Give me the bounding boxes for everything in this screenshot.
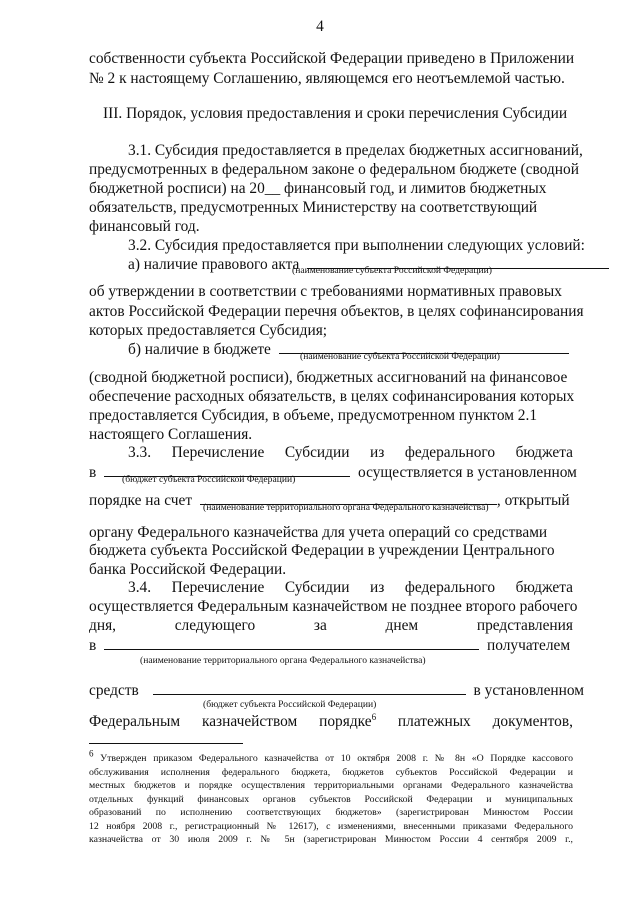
text-line: финансовый год. (89, 218, 200, 235)
footnote-text: Утвержден приказом Федерального казначейства от 10 октября 2008 г. № 8н «О Порядке кассового (93, 753, 573, 764)
footnote-line (89, 748, 573, 766)
text-line: обязательств, предусмотренных Министерству на соответствующий (89, 199, 538, 216)
word: документов, (492, 713, 573, 730)
text-fragment: , открытый (496, 492, 570, 509)
word: бюджета (515, 444, 573, 461)
footnote-line: обслуживания исполнения федерального бюджета, бюджетов субъектов Российской Федерации и (89, 766, 573, 778)
text-fragment: в (89, 637, 97, 654)
word: днем (385, 617, 419, 634)
text-fragment: в установленном (473, 682, 585, 699)
footnote-line: образований по исполнению соответствующих бюджетов» (зарегистрирован Минюстом России (89, 807, 573, 818)
text-line: № 2 к настоящему Соглашению, являющемся его неотъемлемой частью. (89, 70, 565, 87)
text-line: 3.1. Субсидия предоставляется в пределах бюджетных ассигнований, (128, 142, 583, 159)
word: Субсидии (284, 579, 350, 596)
text-line: собственности субъекта Российской Федерации приведено в Приложении (89, 50, 575, 67)
word: представления (476, 617, 573, 634)
footnote-mark: 6 (371, 711, 377, 722)
text-line (89, 681, 585, 700)
field-hint: (наименование территориального органа Федерального казначейства) (203, 502, 489, 513)
text-line: обеспечение расходных обязательств, в целях софинансирования которых (89, 388, 575, 405)
word: 3.3. (128, 444, 152, 461)
word: дня, (89, 617, 116, 634)
text-line: настоящего Соглашения. (89, 426, 253, 443)
text-fragment: получателем (487, 637, 571, 654)
text-line: органу Федерального казначейства для учета операций со средствами (89, 524, 548, 541)
blank-line (153, 681, 466, 695)
text-line: актов Российской Федерации перечня объектов, в целях софинансирования (89, 303, 584, 320)
word: за (313, 617, 327, 634)
word: федерального (404, 444, 496, 461)
text-line: предоставляется Субсидия, в объеме, предусмотренном пунктом 2.1 (89, 407, 538, 424)
text-line: об утверждении в соответствии с требованиями нормативных правовых (89, 283, 562, 300)
word: Перечисление (171, 579, 265, 596)
field-hint: (бюджет субъекта Российской Федерации) (203, 699, 377, 710)
section-heading: III. Порядок, условия предоставления и сроки перечисления Субсидии (103, 105, 568, 122)
text-line: (сводной бюджетной росписи), бюджетных ассигнований на финансовое (89, 369, 568, 386)
word: платежных (397, 713, 471, 730)
word: бюджета (515, 579, 573, 596)
footnote-line: отдельных функций финансовых органов субъектов Российской Федерации и муниципальных (89, 793, 573, 805)
text-line: банка Российской Федерации. (89, 561, 287, 578)
field-hint: (бюджет субъекта Российской Федерации) (122, 474, 296, 485)
word: 3.4. (128, 579, 152, 596)
field-hint: (наименование субъекта Российской Федерации) (292, 265, 492, 276)
footnote-separator (89, 743, 243, 744)
text-fragment: б) наличие в бюджете (128, 341, 271, 358)
word: федерального (404, 579, 496, 596)
text-fragment: а) наличие правового акта (128, 256, 300, 273)
text-fragment: порядке на счет (89, 492, 193, 509)
text-line: осуществляется Федеральным казначейством не позднее второго рабочего (89, 598, 578, 615)
text-line-justified (128, 579, 573, 597)
text-fragment: в (89, 464, 97, 481)
text-line: бюджетной росписи) на 20__ финансовый год, и лимитов бюджетных (89, 180, 547, 197)
field-hint: (наименование субъекта Российской Федерации) (300, 351, 500, 362)
text-line: предусмотренных в федеральном законе о федеральном бюджете (сводной (89, 161, 579, 178)
text-line-justified (89, 617, 573, 635)
page-number: 4 (316, 18, 324, 35)
text-fragment: осуществляется в установленном (358, 464, 577, 481)
word: Субсидии (284, 444, 350, 461)
text-line: которых предоставляется Субсидия; (89, 322, 328, 339)
footnote-mark: 6 (89, 748, 94, 759)
blank-line (104, 636, 479, 650)
footnote-line: 12 ноября 2008 г., регистрационный № 12617), с изменениями, внесенными приказами Федерального (89, 820, 573, 832)
word: следующего (174, 617, 256, 634)
footnote-line: местных бюджетов и порядке осуществления территориальными органами Федерального казначейства (89, 780, 573, 791)
text-line-justified (128, 444, 573, 462)
word: из (369, 579, 385, 596)
word: Федеральным (89, 713, 181, 730)
field-hint: (наименование территориального органа Федерального казначейства) (140, 655, 426, 666)
footnote-line: казначейства от 30 июля 2009 г. № 5н (зарегистрирован Минюстом России 4 сентября 2009 г., (89, 834, 573, 845)
word: Перечисление (171, 444, 265, 461)
text-line: 3.2. Субсидия предоставляется при выполнении следующих условий: (128, 237, 585, 254)
text-line (89, 636, 573, 655)
text-line: бюджета субъекта Российской Федерации в учреждении Центрального (89, 542, 555, 559)
word: порядке$^6$ (319, 711, 377, 730)
text-fragment: средств (89, 682, 139, 699)
word: из (369, 444, 385, 461)
text-line-justified (89, 713, 573, 731)
word: казначейством (201, 713, 298, 730)
